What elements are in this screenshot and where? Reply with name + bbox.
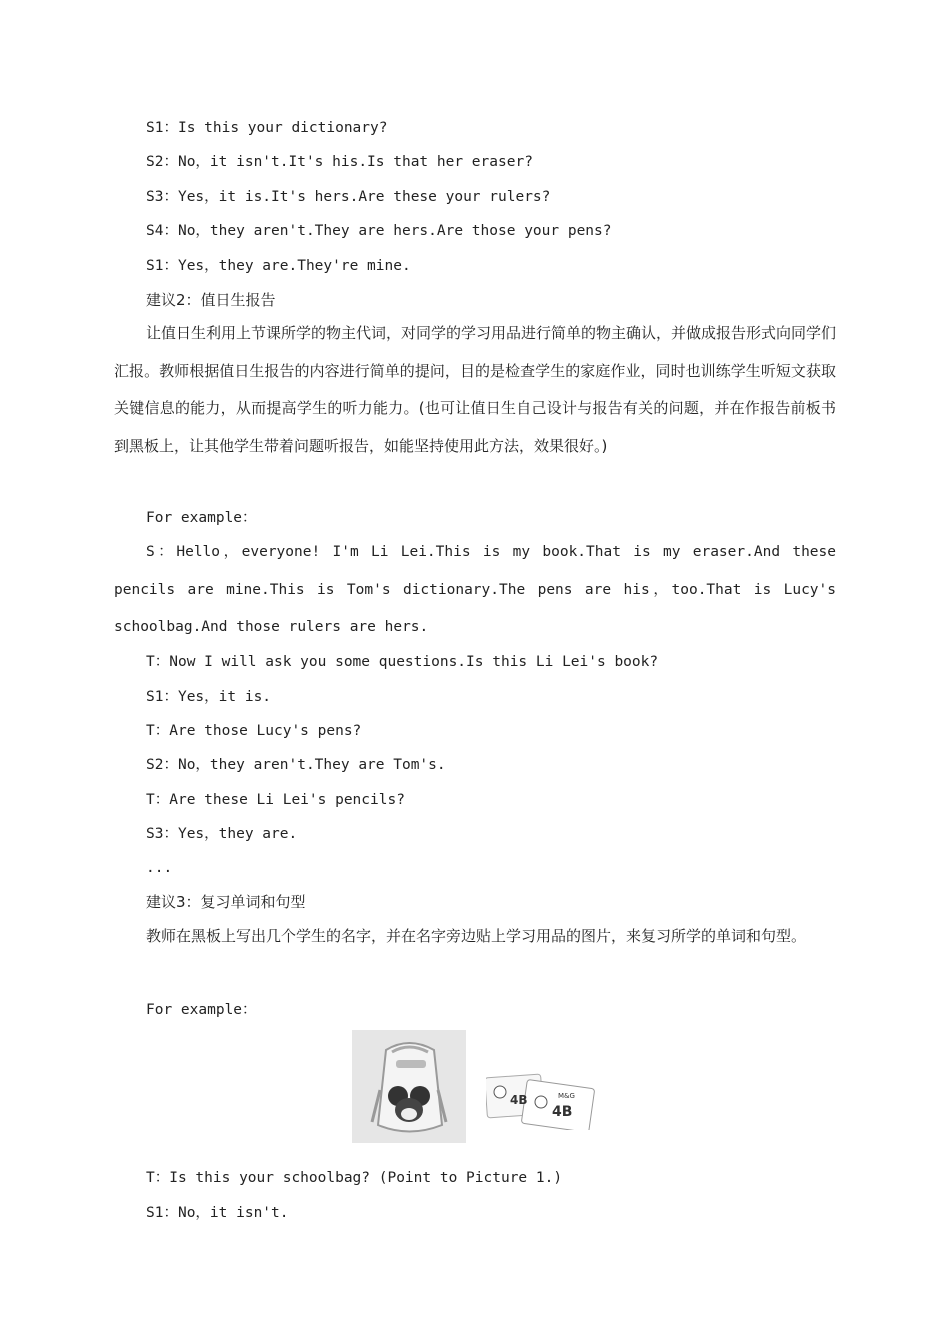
dialog-line: S3：Yes，they are. — [146, 826, 298, 842]
picture-row — [352, 1030, 602, 1144]
dialog-line: T：Are these Li Lei's pencils? — [146, 792, 405, 808]
schoolbag-picture — [352, 1030, 466, 1143]
example-label: For example： — [146, 1002, 257, 1018]
suggestion-3-heading: 建议3：复习单词和句型 — [146, 893, 306, 911]
eraser-brand: M&G — [558, 1092, 575, 1100]
ellipsis: ... — [146, 860, 173, 876]
eraser-label: 4B — [552, 1104, 573, 1120]
example-label: For example： — [146, 510, 257, 526]
dialog-line: S4：No，they aren't.They are hers.Are those your pens? — [146, 223, 612, 239]
dialog-line: S2：No，it isn't.It's his.Is that her eraser? — [146, 154, 533, 170]
dialog-line: S3：Yes，it is.It's hers.Are these your rulers? — [146, 189, 551, 205]
dialog-line: S1：Yes，they are.They're mine. — [146, 258, 411, 274]
suggestion-2-body: 让值日生利用上节课所学的物主代词，对同学的学习用品进行简单的物主确认，并做成报告形式向同学们汇报。教师根据值日生报告的内容进行简单的提问，目的是检查学生的家庭作业，同时也训练学生听短文获取关键信息的能力，从而提高学生的听力能力。(也可让值日生自己设计与报告有关的问题，并在作报告前板书到黑板上，让其他学生带着问题听报告，如能坚持使用此方法，效果很好。) — [114, 324, 837, 455]
suggestion-3-body: 教师在黑板上写出几个学生的名字，并在名字旁边贴上学习用品的图片，来复习所学的单词和句型。 — [146, 927, 807, 945]
suggestion-2-heading: 建议2：值日生报告 — [146, 291, 276, 309]
dialog-line: S1：Yes，it is. — [146, 689, 272, 705]
duty-report: S：Hello，everyone! I'm Li Lei.This is my book.That is my eraser.And these pencils are mine.This is Tom's dictionary.The pens are his，too.That is Lucy's schoolbag.And those rulers are hers. — [114, 544, 836, 635]
dialog-line: S1：Is this your dictionary? — [146, 120, 388, 136]
dialog-line: S2：No，they aren't.They are Tom's. — [146, 757, 446, 773]
dialog-line: T：Now I will ask you some questions.Is this Li Lei's book? — [146, 654, 659, 670]
eraser-picture — [486, 1072, 596, 1130]
dialog-line: T：Is this your schoolbag? (Point to Picture 1.) — [146, 1170, 563, 1186]
dialog-line: T：Are those Lucy's pens? — [146, 723, 362, 739]
dialog-line: S1：No，it isn't. — [146, 1205, 289, 1221]
eraser-label: 4B — [510, 1093, 528, 1107]
